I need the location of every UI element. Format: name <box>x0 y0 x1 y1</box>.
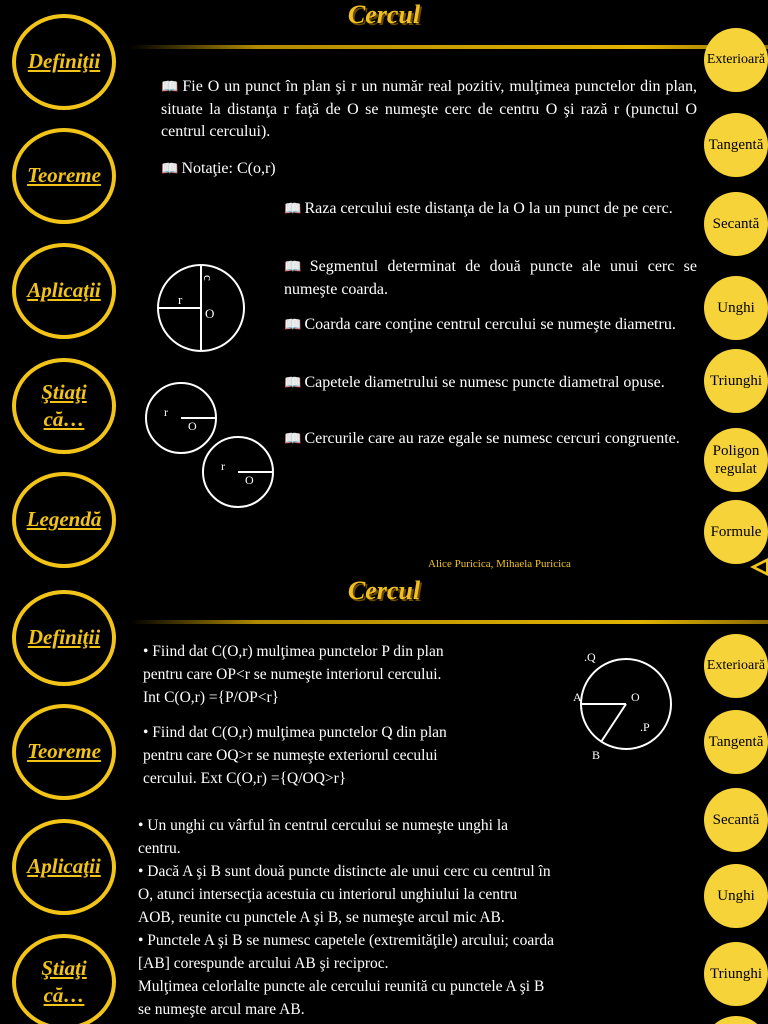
title-rule <box>130 45 768 49</box>
nav-legenda[interactable]: Legendă <box>12 472 116 568</box>
interior-exterior-figure <box>568 646 688 766</box>
title-rule <box>130 620 768 624</box>
nav-teoreme[interactable]: Teoreme <box>12 704 116 800</box>
nav-triunghi[interactable]: Triunghi <box>704 349 768 413</box>
slide-title: Cercul <box>347 0 421 29</box>
book-icon: 📖 <box>284 318 302 333</box>
circle-figure-radius <box>150 260 250 356</box>
nav-aplicatii[interactable]: Aplicaţii <box>12 243 116 339</box>
book-icon: 📖 <box>284 376 302 391</box>
authors: Alice Puricica, Mihaela Puricica <box>428 558 571 570</box>
nav-poligon-regulat[interactable]: Poligon regulat <box>704 428 768 492</box>
congruent-circles-figure <box>140 378 290 512</box>
label-o-1: O <box>188 419 197 433</box>
label-o: O <box>631 690 640 704</box>
nav-stiati-ca[interactable]: Ştiaţi că… <box>12 934 116 1024</box>
nav-exterioara[interactable]: Exterioară <box>704 634 768 698</box>
slide-2 <box>0 576 768 1024</box>
slide-title: Cercul <box>347 576 421 605</box>
item-coarda: 📖 Segmentul determinat de două puncte ale unui cerc se numeşte coarda. <box>284 258 697 298</box>
label-r-1: r <box>164 405 168 419</box>
nav-tangenta[interactable]: Tangentă <box>704 710 768 774</box>
label-a: A <box>573 690 582 704</box>
book-icon: 📖 <box>284 260 307 275</box>
item-raza: 📖 Raza cercului este distanţa de la O la un punct de pe cerc. <box>284 200 673 217</box>
interior-definition: • Fiind dat C(O,r) mulţimea punctelor P din plan pentru care OP<r se numeşte interiorul cercului. Int C(O,r) ={P/OP<r} <box>143 643 444 706</box>
label-r: r <box>178 292 183 307</box>
nav-formule[interactable]: Formule <box>704 500 768 564</box>
arc-definitions: • Un unghi cu vârful în centrul cercului se numeşte unghi la centru. • Dacă A şi B sunt două puncte distincte ale unui cerc cu centrul în O, atunci intersecţia acestuia cu interiorul unghiului la centru AOB, reunite cu punctele A şi B, se numeşte arcul mic AB. • Punctele A şi B se numesc capetele (extremităţile) arcului; coarda [AB] corespunde arcului AB şi reciproc. Mulţimea celorlalte puncte ale cercului reunită cu punctele A şi B se numeşte arcul mare AB. <box>138 817 555 1018</box>
nav-next[interactable] <box>704 1016 768 1024</box>
item-congruente: 📖 Cercurile care au raze egale se numesc cercuri congruente. <box>284 430 680 447</box>
item-diametral-opuse: 📖 Capetele diametrului se numesc puncte diametral opuse. <box>284 374 665 391</box>
nav-definitii[interactable]: Definiţii <box>12 14 116 110</box>
book-icon: 📖 <box>284 202 302 217</box>
nav-triunghi[interactable]: Triunghi <box>704 942 768 1006</box>
definition-text: 📖 Fie O un punct în plan şi r un număr real pozitiv, mulţimea punctelor din plan, situate la distanţa r faţă de O se numeşte cerc de centru O şi rază r (punctul O centrul cercului). <box>161 78 697 140</box>
back-arrow-icon[interactable] <box>750 558 768 576</box>
nav-tangenta[interactable]: Tangentă <box>704 113 768 177</box>
label-r-2: r <box>221 459 225 473</box>
nav-unghi[interactable]: Unghi <box>704 276 768 340</box>
book-icon: 📖 <box>161 80 180 95</box>
nav-aplicatii[interactable]: Aplicaţii <box>12 819 116 915</box>
label-b: B <box>592 748 601 762</box>
nav-secanta[interactable]: Secantă <box>704 788 768 852</box>
label-p: .P <box>640 720 650 734</box>
item-diametru: 📖 Coarda care conţine centrul cercului se numeşte diametru. <box>284 316 676 333</box>
exterior-definition: • Fiind dat C(O,r) mulţimea punctelor Q din plan pentru care OQ>r se numeşte exteriorul cecului cercului. Ext C(O,r) ={Q/OQ>r} <box>143 724 447 787</box>
label-o: O <box>205 306 215 321</box>
book-icon: 📖 <box>161 162 179 177</box>
label-o-2: O <box>245 473 254 487</box>
nav-secanta[interactable]: Secantă <box>704 192 768 256</box>
nav-definitii[interactable]: Definiţii <box>12 590 116 686</box>
notation-text: 📖 Notaţie: C(o,r) <box>161 160 276 177</box>
label-c: c <box>201 275 216 281</box>
nav-unghi[interactable]: Unghi <box>704 864 768 928</box>
nav-stiati-ca[interactable]: Ştiaţi că… <box>12 358 116 454</box>
nav-teoreme[interactable]: Teoreme <box>12 128 116 224</box>
nav-exterioara[interactable]: Exterioară <box>704 28 768 92</box>
book-icon: 📖 <box>284 432 302 447</box>
label-q: .Q <box>584 650 596 664</box>
